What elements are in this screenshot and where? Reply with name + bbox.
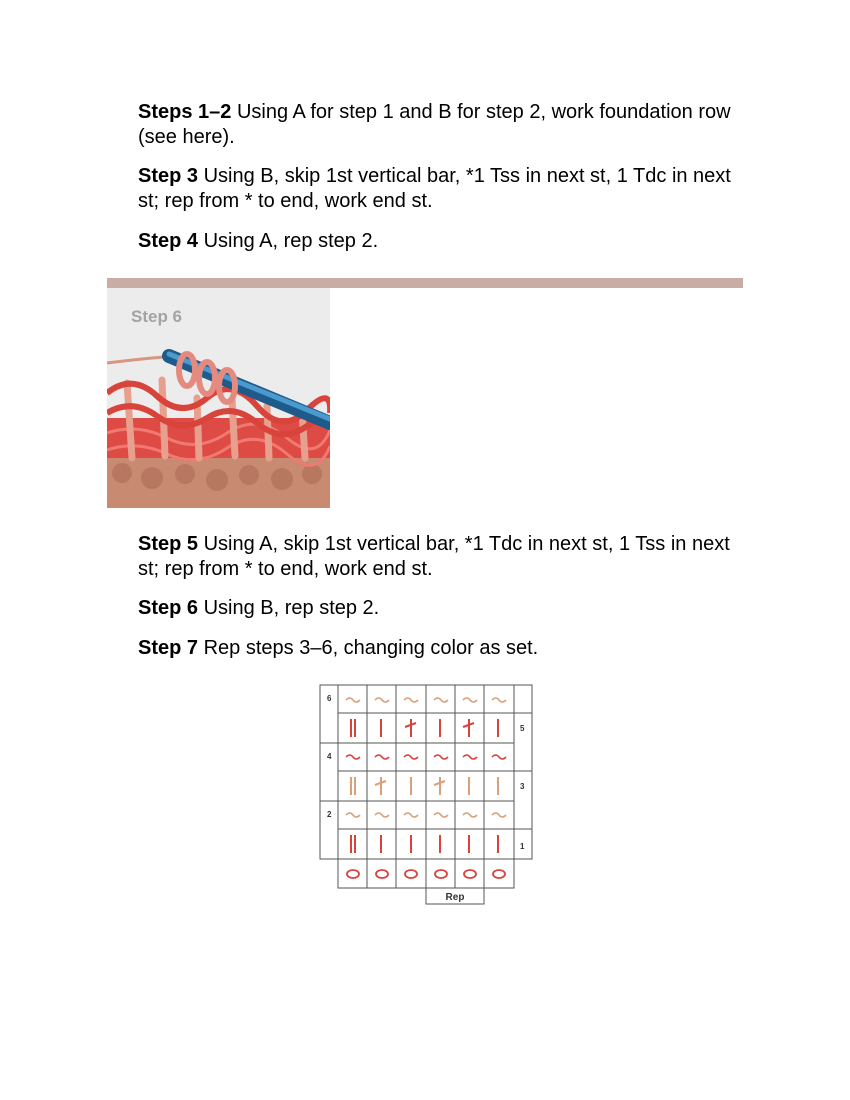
step-6-photo <box>107 288 330 508</box>
step-text: Using A for step 1 and B for step 2, work foundation row (see here). <box>138 101 731 148</box>
row-number-5: 5 <box>520 724 525 733</box>
row-number-1: 1 <box>520 842 525 851</box>
step-label: Steps 1–2 <box>138 101 232 123</box>
step-5-paragraph <box>138 532 738 582</box>
row-number-2: 2 <box>327 810 332 819</box>
step-label: Step 3 <box>138 165 199 187</box>
row-number-6: 6 <box>327 694 332 703</box>
row-number-box <box>514 713 532 771</box>
step-7-paragraph <box>138 636 738 661</box>
section-divider <box>107 278 743 288</box>
rep-label: Rep <box>445 892 465 903</box>
step-text: Rep steps 3–6, changing color as set. <box>198 637 539 659</box>
chart-grid <box>338 685 514 888</box>
row-number-box <box>514 771 532 829</box>
step-text: Using B, rep step 2. <box>198 597 380 619</box>
step-1-2-paragraph <box>138 100 738 150</box>
stitch-chart <box>319 684 533 908</box>
row-3-symbols <box>351 777 498 795</box>
row-5-symbols <box>351 719 498 737</box>
step-label: Step 6 <box>138 597 199 619</box>
step-text: Using A, skip 1st vertical bar, *1 Tdc in next st, 1 Tss in next st; rep from * to end, work end st. <box>138 533 730 580</box>
row-number-3: 3 <box>520 782 525 791</box>
step-text: Using A, rep step 2. <box>198 230 379 252</box>
stitch-chart-svg <box>319 684 533 908</box>
step-text: Using B, skip 1st vertical bar, *1 Tss in next st, 1 Tdc in next st; rep from * to end, work end st. <box>138 165 731 212</box>
row-1-symbols <box>351 835 498 853</box>
step-4-paragraph <box>138 229 738 254</box>
step-label: Step 5 <box>138 533 199 555</box>
step-6-paragraph <box>138 596 738 621</box>
row-number-4: 4 <box>327 752 332 761</box>
step-label: Step 4 <box>138 230 199 252</box>
photo-step-label: Step 6 <box>131 307 183 326</box>
step-label: Step 7 <box>138 637 199 659</box>
step-3-paragraph <box>138 164 738 214</box>
